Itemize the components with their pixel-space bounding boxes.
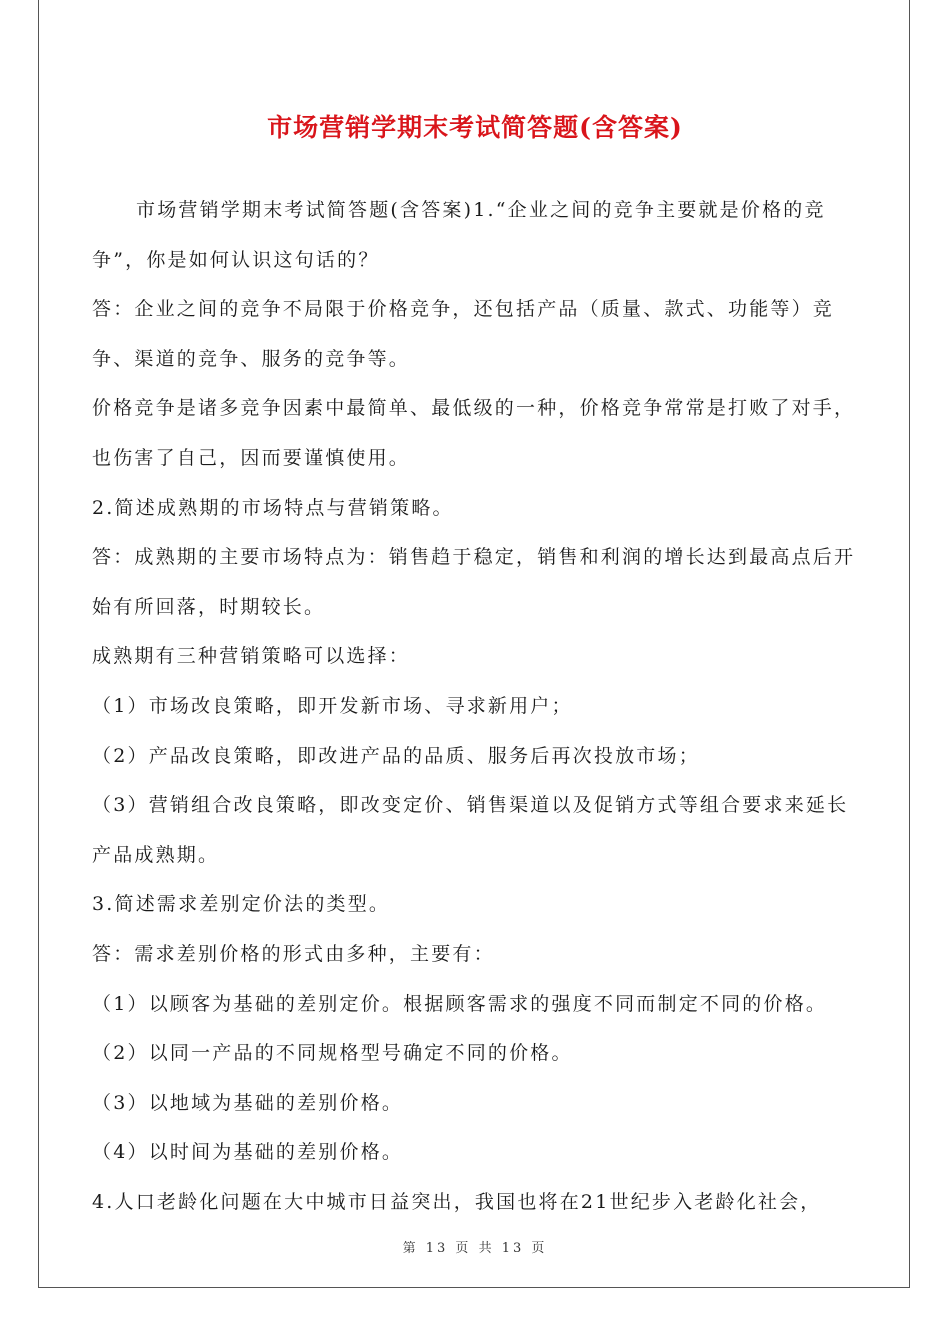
answer-3-item-2: （2）以同一产品的不同规格型号确定不同的价格。 (92, 1042, 573, 1065)
answer-3-item-4: （4）以时间为基础的差别价格。 (92, 1141, 404, 1164)
question-1-paragraph: 市场营销学期末考试简答题(含答案)1.“企业之间的竞争主要就是价格的竞争”，你是如何认识这句话的？ (92, 199, 826, 271)
answer-1-continuation: 价格竞争是诸多竞争因素中最简单、最低级的一种，价格竞争常常是打败了对手，也伤害了自己，因而要谨慎使用。 (92, 397, 856, 469)
answer-3-paragraph: 答：需求差别价格的形式由多种，主要有： (92, 942, 495, 965)
answer-3-item-1: （1）以顾客为基础的差别定价。根据顾客需求的强度不同而制定不同的价格。 (92, 992, 828, 1015)
answer-2-item-2: （2）产品改良策略，即改进产品的品质、服务后再次投放市场； (92, 744, 700, 767)
answer-2-strategies-intro: 成熟期有三种营销策略可以选择： (92, 645, 411, 668)
answer-2-item-1: （1）市场改良策略，即开发新市场、寻求新用户； (92, 694, 573, 717)
document-body (92, 186, 867, 1227)
document-title: 市场营销学期末考试简答题(含答案) (267, 113, 683, 142)
answer-2-item-3: （3）营销组合改良策略，即改变定价、销售渠道以及促销方式等组合要求来延长产品成熟期。 (92, 794, 849, 866)
answer-2-paragraph: 答：成熟期的主要市场特点为：销售趋于稳定，销售和利润的增长达到最高点后开始有所回落，时期较长。 (92, 546, 856, 618)
answer-1-paragraph: 答：企业之间的竞争不局限于价格竞争，还包括产品（质量、款式、功能等）竞争、渠道的竞争、服务的竞争等。 (92, 298, 835, 370)
answer-3-item-3: （3）以地域为基础的差别价格。 (92, 1091, 404, 1114)
question-4-paragraph: 4.人口老龄化问题在大中城市日益突出，我国也将在21世纪步入老龄化社会， (92, 1190, 822, 1213)
question-2-heading: 2.简述成熟期的市场特点与营销策略。 (92, 496, 454, 519)
question-3-heading: 3.简述需求差别定价法的类型。 (92, 893, 391, 916)
page-footer: 第 13 页 共 13 页 (402, 1241, 548, 1256)
